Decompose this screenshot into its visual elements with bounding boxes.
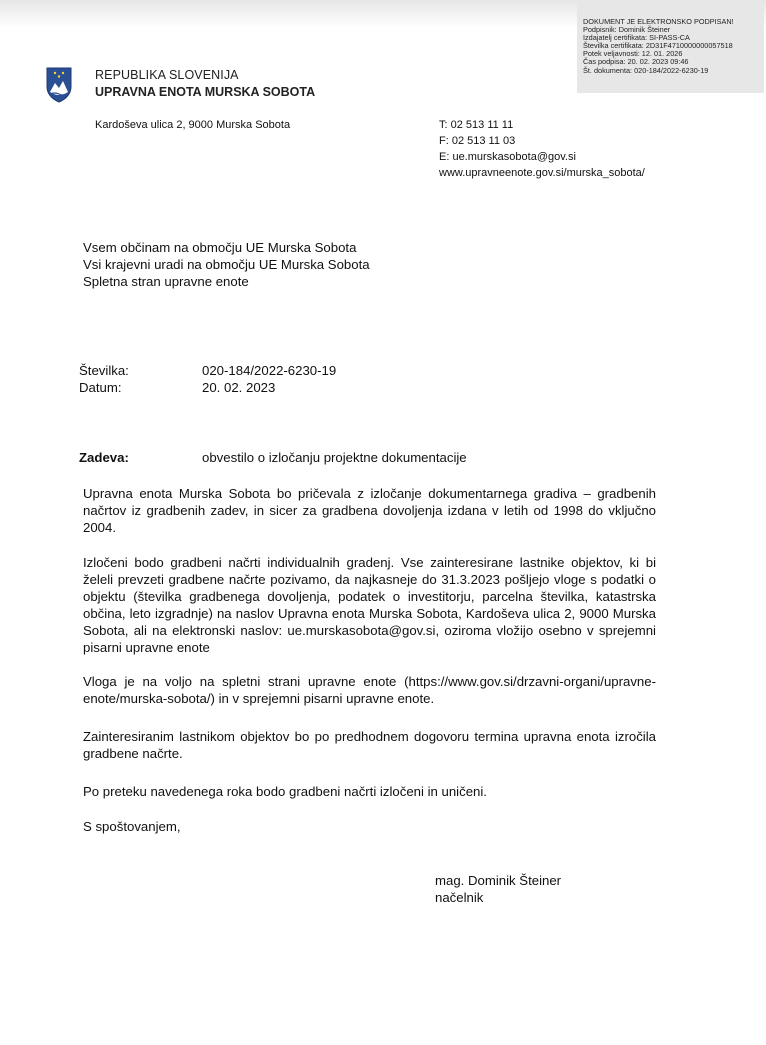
signature-line: DOKUMENT JE ELEKTRONSKO PODPISAN!	[583, 17, 734, 26]
signer-name: mag. Dominik Šteiner	[435, 873, 562, 888]
number-label: Številka:	[79, 363, 129, 378]
paragraph-line: objektu (številka gradbenega dovoljenja, podatek o investitorju, parcelna številka, katastrska	[83, 589, 656, 604]
closing-greeting: S spoštovanjem,	[83, 819, 181, 834]
paragraph-3	[83, 673, 656, 707]
header-agency: UPRAVNA ENOTA MURSKA SOBOTA	[95, 85, 316, 99]
paragraph-line: Zainteresiranim lastnikom objektov bo po predhodnem dogovoru termina upravna enota izročila	[83, 729, 656, 744]
header-email: E: ue.murskasobota@gov.si	[439, 151, 576, 163]
signature-line: Potek veljavnosti: 12. 01. 2026	[583, 49, 683, 59]
subject-label: Zadeva:	[79, 450, 129, 465]
signer-title: načelnik	[435, 890, 484, 905]
paragraph-1	[83, 485, 656, 536]
paragraph-line: enote/murska-sobota/) in v sprejemni pisarni upravne enote.	[83, 691, 435, 706]
paragraph-line: Izločeni bodo gradbeni načrti individualnih gradenj. Vse zainteresirane lastnike objektov, ki bi	[83, 555, 656, 570]
paragraph-line: Vloga je na voljo na spletni strani upravne enote (https://www.gov.si/drzavni-organi/upravne-	[83, 674, 656, 689]
paragraph-5	[83, 783, 656, 800]
paragraph-line: gradbene načrte.	[83, 746, 183, 761]
header-address: Kardoševa ulica 2, 9000 Murska Sobota	[95, 119, 291, 131]
header-web: www.upravneenote.gov.si/murska_sobota/	[439, 167, 645, 179]
paragraph-4	[83, 728, 656, 762]
paragraph-line: Po preteku navedenega roka bodo gradbeni načrti izločeni in uničeni.	[83, 784, 487, 799]
header-country: REPUBLIKA SLOVENIJA	[95, 68, 239, 82]
header-phone: T: 02 513 11 11	[439, 119, 514, 131]
paragraph-line: 2004.	[83, 520, 117, 535]
paragraph-line: Upravna enota Murska Sobota bo pričevala z izločanje dokumentarnega gradiva – gradbenih	[83, 486, 656, 501]
electronic-signature-box	[577, 3, 764, 93]
recipient-line: Vsem občinam na območju UE Murska Sobota	[83, 240, 357, 255]
paragraph-2	[83, 554, 656, 656]
paragraph-line: načrtov iz gradbenih zadev, in sicer za gradbena dovoljenja izdana v letih od 1998 do vključno	[83, 503, 656, 518]
recipient-line: Spletna stran upravne enote	[83, 274, 249, 289]
date-label: Datum:	[79, 380, 122, 395]
date-value: 20. 02. 2023	[202, 380, 276, 395]
signature-line: Št. dokumenta: 020-184/2022-6230-19	[583, 65, 709, 75]
signature-line: Številka certifikata: 2D31F4710000000057518	[583, 41, 733, 51]
paragraph-line: Sobota, ali na elektronski naslov: ue.murskasobota@gov.si, oziroma vložijo osebno v sprejemni	[83, 623, 656, 638]
subject-value: obvestilo o izločanju projektne dokumentacije	[202, 450, 467, 465]
signature-line: Čas podpisa: 20. 02. 2023 09:46	[583, 57, 689, 67]
signature-line: Podpisnik: Dominik Šteiner	[583, 25, 671, 35]
paragraph-line: pisarni upravne enote	[83, 640, 210, 655]
signature-line: Izdajatelj certifikata: SI-PASS-CA	[583, 33, 690, 43]
number-value: 020-184/2022-6230-19	[202, 363, 337, 378]
header-fax: F: 02 513 11 03	[439, 135, 516, 147]
coat-of-arms-icon	[45, 67, 73, 103]
paragraph-line: želeli prevzeti gradbene načrte pozivamo, da najkasneje do 31.3.2023 pošljejo vloge s podatki o	[83, 572, 656, 587]
recipient-line: Vsi krajevni uradi na območju UE Murska Sobota	[83, 257, 370, 272]
paragraph-line: občina, leto izgradnje) na naslov Upravna enota Murska Sobota, Kardoševa ulica 2, 9000 Murska	[83, 606, 656, 621]
